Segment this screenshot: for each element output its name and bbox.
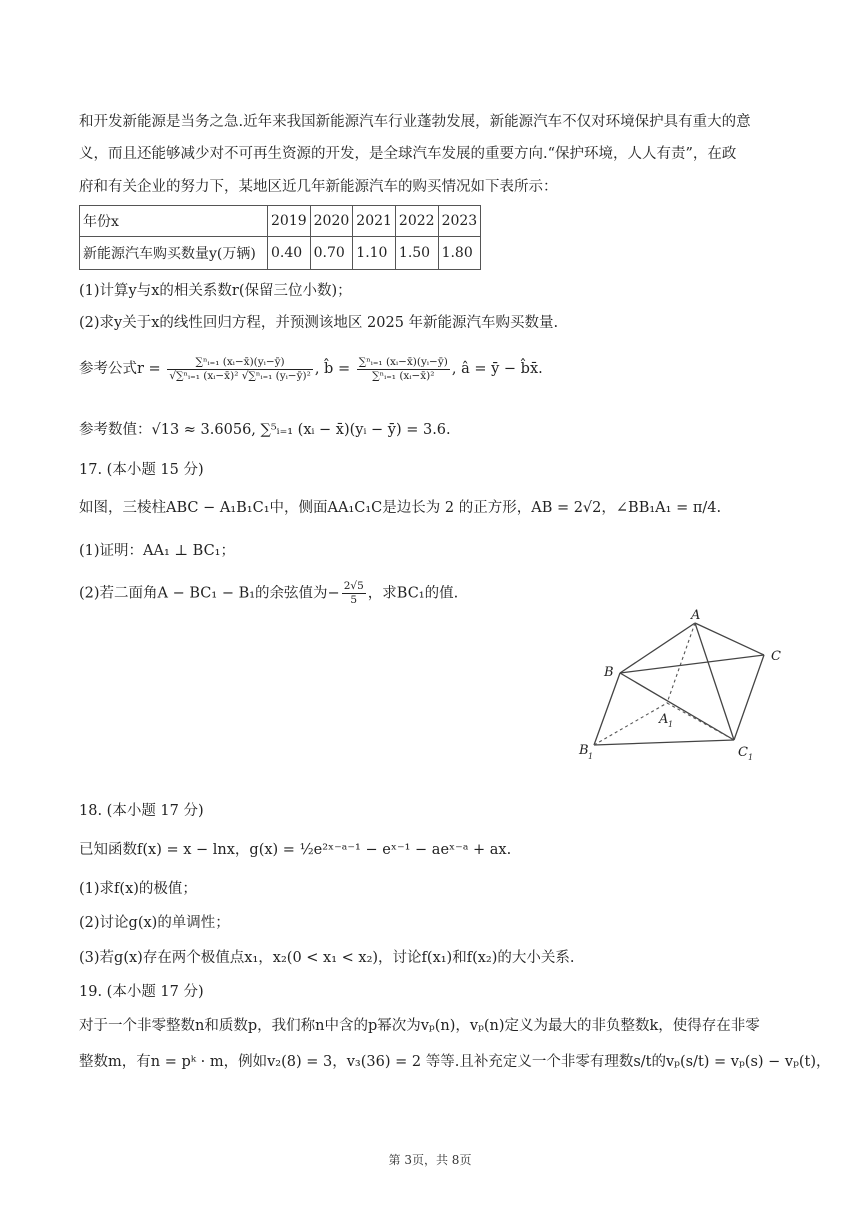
edge-cc1 (734, 655, 764, 740)
reference-values: 参考数值：√13 ≈ 3.6056, ∑⁵ᵢ₌₁ (xᵢ − x̄)(yᵢ − ȳ) = 3.6. (79, 422, 451, 438)
q17-cosine-fraction (342, 580, 366, 607)
q17-part-2 (79, 580, 458, 607)
vertex-label-a1: A (659, 712, 669, 727)
formula-b-symbol: , b̂ = (314, 361, 351, 377)
intro-line-1: 和开发新能源是当务之急.近年来我国新能源汽车行业蓬勃发展，新能源汽车不仅对环境保护具有重大的意 (79, 114, 751, 130)
edge-bb1 (594, 673, 620, 745)
q18-part-2: (2)讨论g(x)的单调性； (79, 915, 230, 931)
table-cell: 0.70 (310, 237, 353, 270)
formula-r-denominator: √∑ⁿᵢ₌₁ (xᵢ−x̄)² √∑ⁿᵢ₌₁ (yᵢ−ȳ)² (169, 369, 311, 382)
formula-a-symbol: , â = ȳ − b̂x̄. (451, 361, 543, 377)
table-cell: 2021 (353, 206, 396, 237)
edge-aa1-hidden (667, 623, 695, 703)
table-cell: 0.40 (268, 237, 311, 270)
q17-cosine-numerator: 2√5 (343, 580, 364, 592)
table-cell: 2019 (268, 206, 311, 237)
q19-line-2: 整数m，有n = pᵏ · m，例如v₂(8) = 3，v₃(36) = 2 等等.且补充定义一个非零有理数s/t的vₚ(s/t) = vₚ(s) − vₚ(t)， (79, 1054, 831, 1070)
intro-line-2: 义，而且还能够减少对不可再生资源的开发，是全球汽车发展的重要方向.“保护环境，人人有责”，在政 (79, 146, 737, 162)
q19-line-1: 对于一个非零整数n和质数p，我们称n中含的p幂次为vₚ(n)，vₚ(n)定义为最大的非负整数k，使得存在非零 (79, 1018, 760, 1034)
table-cell: 1.10 (353, 237, 396, 270)
formula-r-numerator: ∑ⁿᵢ₌₁ (xᵢ−x̄)(yᵢ−ȳ) (167, 356, 313, 370)
table-cell: 2023 (438, 206, 481, 237)
prism-figure (572, 603, 792, 771)
q17-part-2-text-b: ，求BC₁的值. (367, 585, 459, 602)
edge-ac (695, 623, 764, 655)
vertex-label-a1-sub: 1 (668, 720, 674, 729)
vertex-label-a: A (691, 608, 701, 623)
q17-part-1: (1)证明：AA₁ ⊥ BC₁； (79, 543, 235, 559)
formula-b-denominator: ∑ⁿᵢ₌₁ (xᵢ−x̄)² (372, 369, 435, 382)
q18-header: 18. (本小题 17 分) (79, 803, 204, 819)
q17-stem: 如图，三棱柱ABC − A₁B₁C₁中，侧面AA₁C₁C是边长为 2 的正方形，AB = 2√2，∠BB₁A₁ = π/4. (79, 500, 722, 516)
formula-b-numerator: ∑ⁿᵢ₌₁ (xᵢ−x̄)(yᵢ−ȳ) (358, 355, 448, 368)
q18-stem: 已知函数f(x) = x − lnx，g(x) = ½e²ˣ⁻ᵃ⁻¹ − eˣ⁻¹ − aeˣ⁻ᵃ + ax. (79, 842, 512, 858)
q17-part-2-text-a: (2)若二面角A − BC₁ − B₁的余弦值为− (79, 585, 340, 602)
table-cell: 2022 (395, 206, 438, 237)
vertex-label-c: C (771, 649, 781, 664)
vertex-label-b: B (604, 665, 614, 680)
intro-line-3: 府和有关企业的努力下，某地区近几年新能源汽车的购买情况如下表所示： (79, 179, 558, 195)
table-cell: 新能源汽车购买数量y(万辆) (80, 237, 268, 270)
vertex-label-c1-sub: 1 (748, 753, 754, 762)
q17-cosine-denominator: 5 (350, 594, 358, 606)
data-table (79, 205, 481, 270)
edge-b1c1 (594, 740, 734, 745)
table-cell: 1.80 (438, 237, 481, 270)
q16-part-2: (2)求y关于x的线性回归方程，并预测该地区 2025 年新能源汽车购买数量. (79, 315, 559, 331)
formula-r-fraction (167, 356, 313, 383)
formula-label: 参考公式 (79, 361, 137, 377)
page-footer: 第 3页，共 8页 (388, 1153, 472, 1167)
vertex-label-b1: B (579, 743, 589, 758)
table-row (80, 206, 481, 237)
table-cell: 2020 (310, 206, 353, 237)
table-row (80, 237, 481, 270)
table-cell: 年份x (80, 206, 268, 237)
q19-header: 19. (本小题 17 分) (79, 984, 204, 1000)
q18-part-3: (3)若g(x)存在两个极值点x₁，x₂(0 < x₁ < x₂)，讨论f(x₁)和f(x₂)的大小关系. (79, 950, 575, 966)
q16-part-1: (1)计算y与x的相关系数r(保留三位小数)； (79, 283, 352, 299)
q17-header: 17. (本小题 15 分) (79, 462, 204, 478)
vertex-label-c1: C (738, 745, 748, 760)
edge-ac1 (695, 623, 734, 740)
formula-r-symbol: r = (137, 361, 161, 377)
edge-bc (620, 655, 764, 673)
formula-b-fraction (357, 356, 450, 383)
table-cell: 1.50 (395, 237, 438, 270)
reference-formula (79, 352, 543, 386)
vertex-label-b1-sub: 1 (588, 752, 594, 761)
q18-part-1: (1)求f(x)的极值； (79, 881, 197, 897)
edge-b1a1-hidden (594, 703, 667, 745)
